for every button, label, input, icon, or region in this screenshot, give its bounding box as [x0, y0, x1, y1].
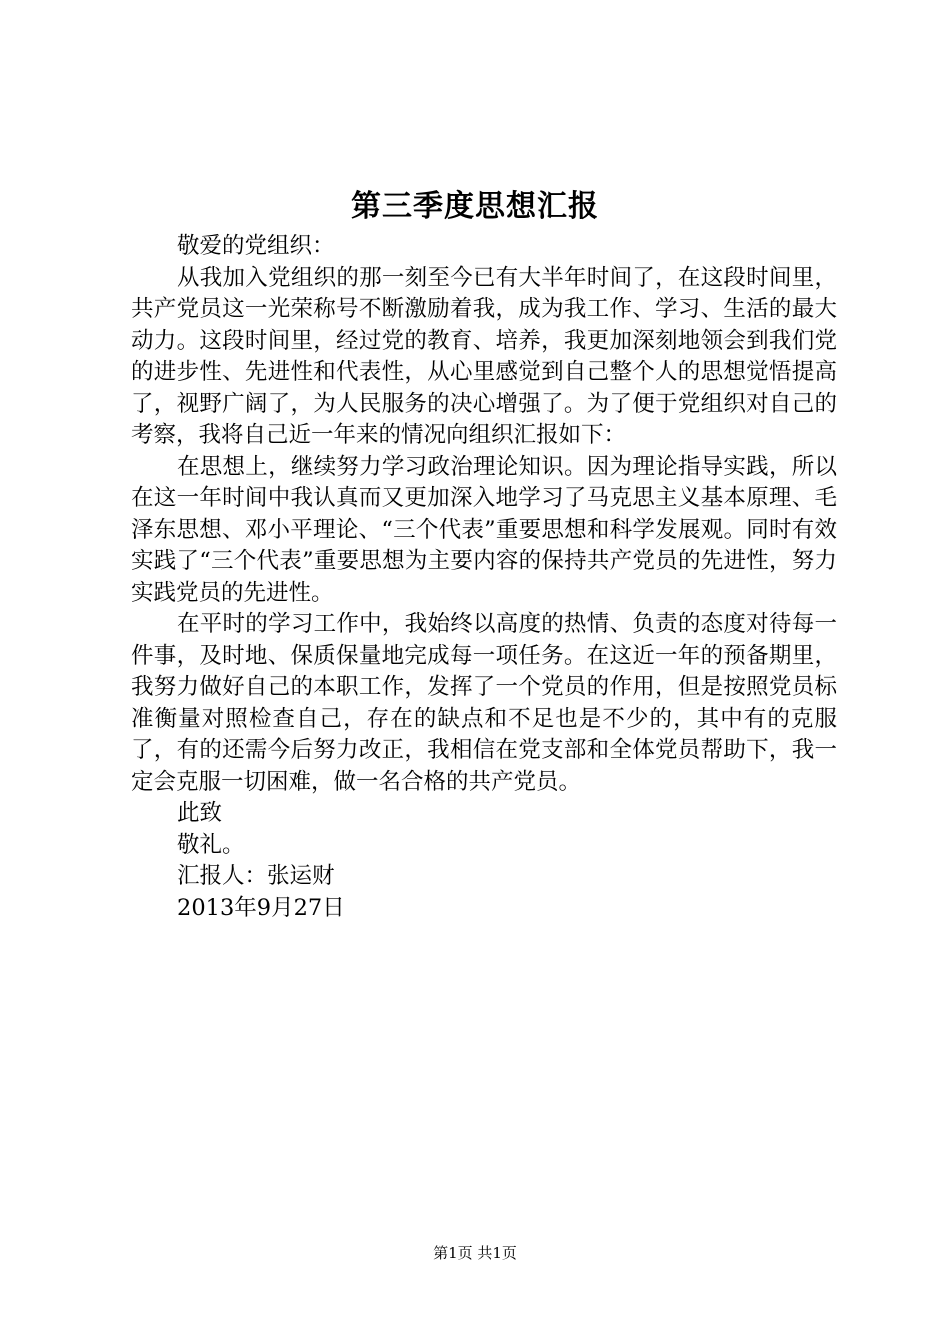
paragraph: 从我加入党组织的那一刻至今已有大半年时间了，在这段时间里，共产党员这一光荣称号不断激励着我，成为我工作、学习、生活的最大动力。这段时间里，经过党的教育、培养，我更加深刻地领会到我们党的进步性、先进性和代表性，从心里感觉到自己整个人的思想觉悟提高了，视野广阔了，为人民服务的决心增强了。为了便于党组织对自己的考察，我将自己近一年来的情况向组织汇报如下：: [131, 264, 837, 448]
document-title: 第三季度思想汇报: [351, 189, 599, 224]
closing-line: 此致: [177, 800, 223, 826]
reporter-signature: 汇报人：张运财: [177, 863, 335, 889]
page-footer: 第1页 共1页: [433, 1244, 517, 1262]
paragraph: 在思想上，继续努力学习政治理论知识。因为理论指导实践，所以在这一年时间中我认真而又更加深入地学习了马克思主义基本原理、毛泽东思想、邓小平理论、“三个代表”重要思想和科学发展观。同时有效实践了“三个代表”重要思想为主要内容的保持共产党员的先进性，努力实践党员的先进性。: [131, 453, 837, 606]
paragraph: 在平时的学习工作中，我始终以高度的热情、负责的态度对待每一件事，及时地、保质保量地完成每一项任务。在这近一年的预备期里，我努力做好自己的本职工作，发挥了一个党员的作用，但是按照党员标准衡量对照检查自己，存在的缺点和不足也是不少的，其中有的克服了，有的还需今后努力改正，我相信在党支部和全体党员帮助下，我一定会克服一切困难，做一名合格的共产党员。: [131, 611, 837, 795]
report-date: 2013年9月27日: [177, 894, 345, 921]
salutation: 敬爱的党组织：: [177, 233, 335, 259]
document-body: [131, 231, 837, 924]
closing-line: 敬礼。: [177, 831, 245, 858]
